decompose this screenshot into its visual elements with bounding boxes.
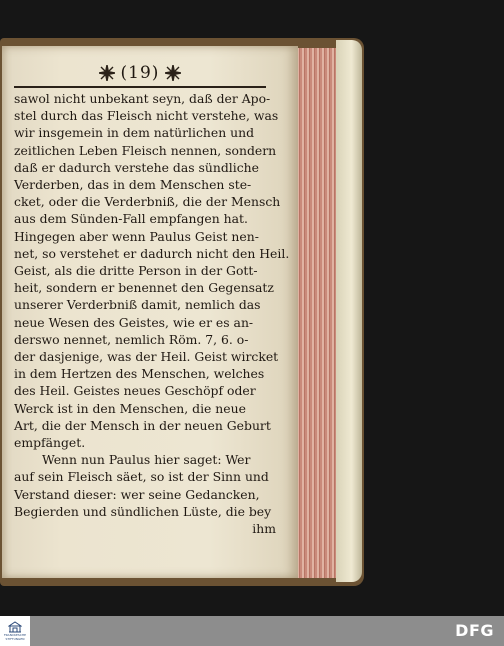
text-line: empfänget. — [14, 435, 86, 451]
text-line: Geist, als die dritte Person in der Gott- — [14, 263, 258, 279]
page-header — [90, 62, 190, 84]
building-logo-icon — [8, 621, 22, 633]
logo-caption: FRANCKESCHE STIFTUNGEN — [3, 633, 27, 641]
text-line: in dem Hertzen des Menschen, welches — [14, 366, 265, 382]
text-line: neue Wesen des Geistes, wie er es an- — [14, 314, 254, 330]
text-line: derswo nennet, nemlich Röm. 7, 6. o- — [14, 331, 249, 347]
institution-logo[interactable] — [0, 616, 30, 646]
text-line: Hingegen aber wenn Paulus Geist nen- — [14, 228, 259, 244]
text-line: auf sein Fleisch säet, so ist der Sinn und — [14, 469, 269, 485]
text-line: Wenn nun Paulus hier saget: Wer — [42, 452, 251, 468]
text-line: des Heil. Geistes neues Geschöpf oder — [14, 383, 256, 399]
header-rule — [14, 86, 266, 88]
text-line: heit, sondern er benennet den Gegensatz — [14, 280, 274, 296]
text-line: sawol nicht unbekant seyn, daß der Apo- — [14, 91, 271, 106]
text-line: Verderben, das in dem Menschen ste- — [14, 177, 252, 193]
text-line: cket, oder die Verderbniß, die der Mensch — [14, 194, 281, 210]
text-line: Verstand dieser: wer seine Gedancken, — [14, 486, 260, 502]
catchword: ihm — [252, 521, 276, 537]
text-line: unserer Verderbniß damit, nemlich das — [14, 297, 261, 313]
text-line: stel durch das Fleisch nicht verstehe, was — [14, 108, 279, 124]
viewer-footer-bar — [0, 616, 504, 646]
cover-spine-edge — [336, 40, 362, 582]
dfg-brand[interactable]: DFG — [455, 621, 494, 640]
page-body-text — [14, 90, 290, 537]
text-line: Begierden und sündlichen Lüste, die bey — [14, 503, 272, 519]
text-line: aus dem Sünden-Fall empfangen hat. — [14, 211, 248, 227]
text-line: daß er dadurch verstehe das sündliche — [14, 159, 259, 175]
text-line: zeitlichen Leben Fleisch nennen, sondern — [14, 142, 277, 158]
text-line: Art, die der Mensch in der neuen Geburt — [14, 417, 271, 433]
text-line: Werck ist in den Menschen, die neue — [14, 400, 246, 416]
page-number: (19) — [120, 63, 160, 83]
text-line: wir insgemein in dem natürlichen und — [14, 125, 255, 141]
text-line: net, so verstehet er dadurch nicht den Heil. — [14, 245, 290, 261]
flourish-right-icon — [165, 65, 181, 81]
text-line: der dasjenige, was der Heil. Geist wircket — [14, 349, 279, 365]
flourish-left-icon — [99, 65, 115, 81]
